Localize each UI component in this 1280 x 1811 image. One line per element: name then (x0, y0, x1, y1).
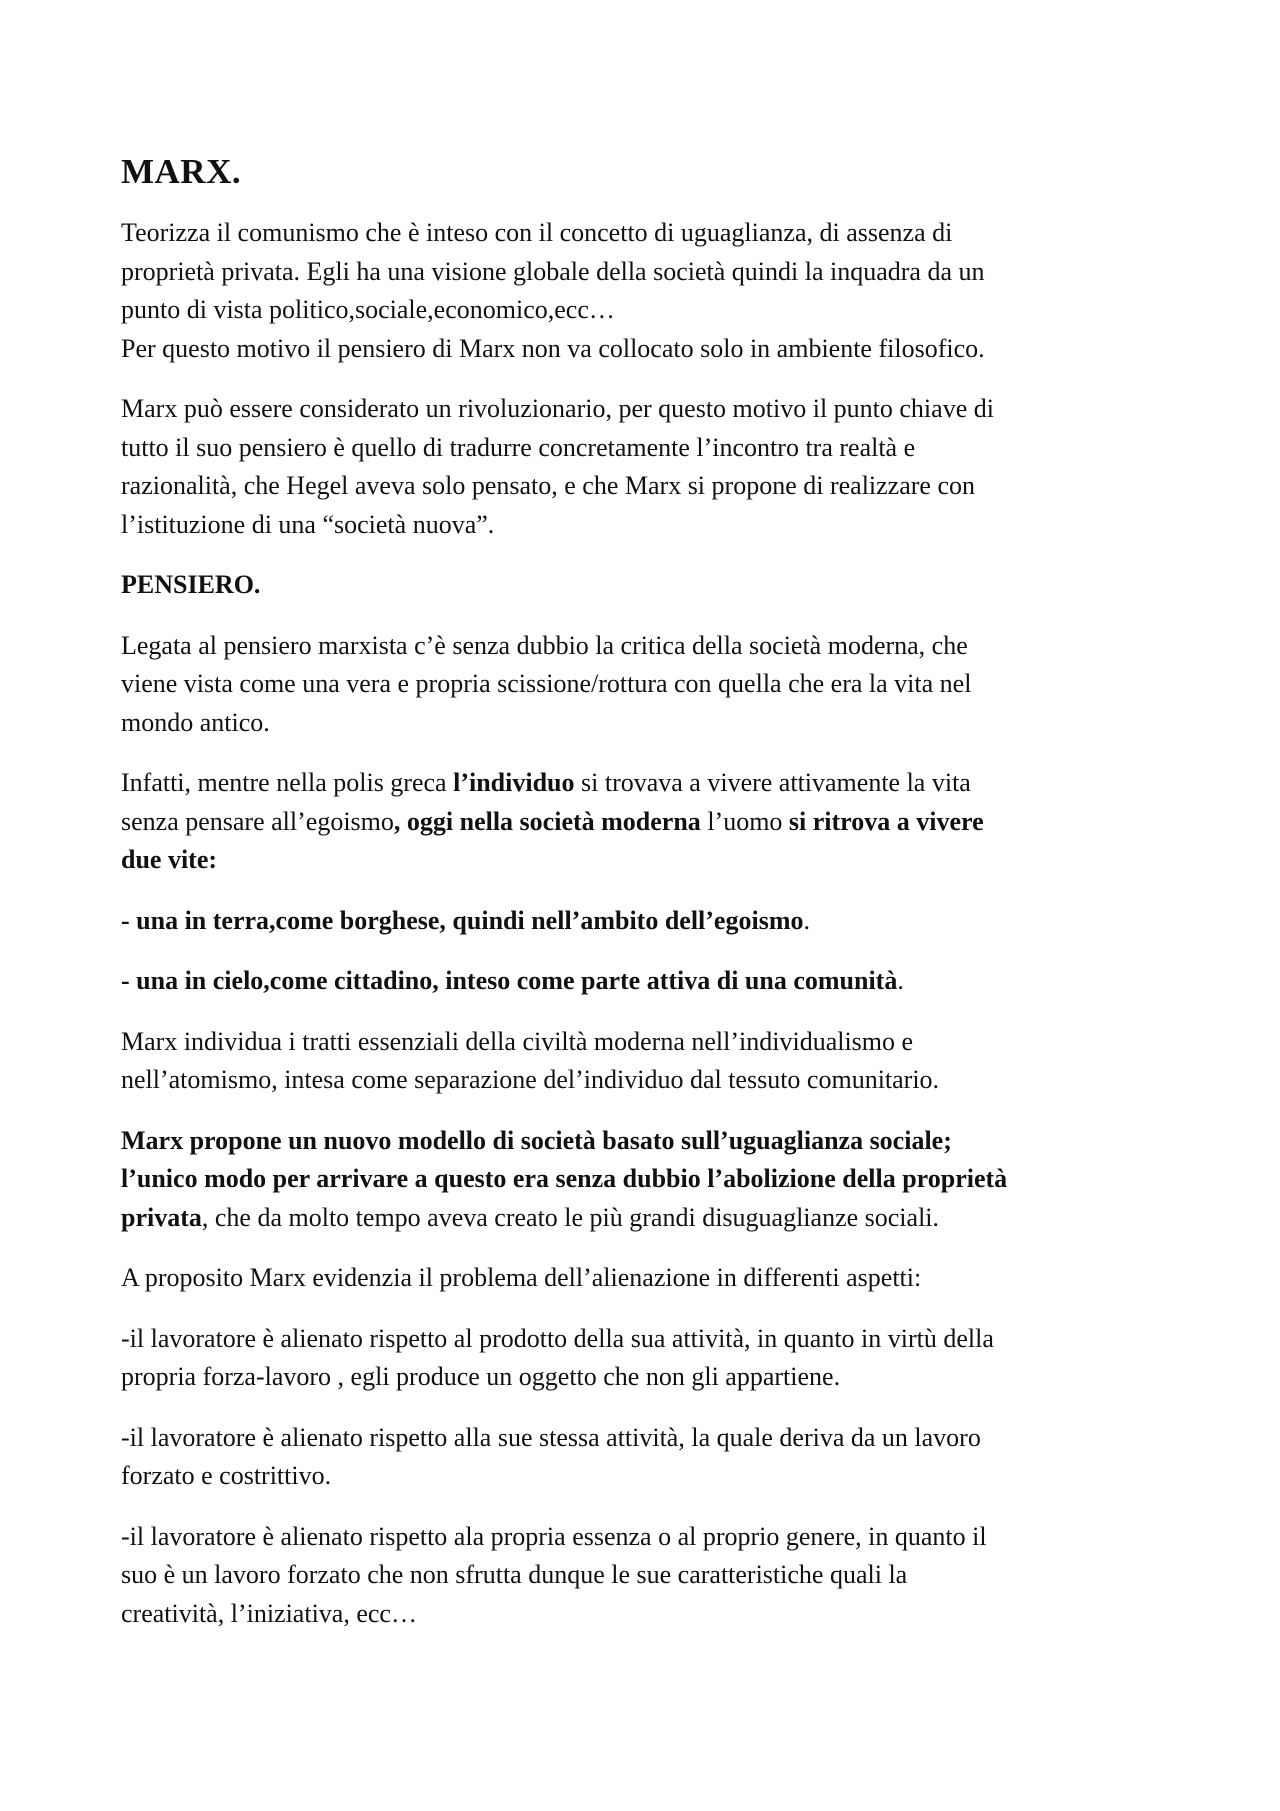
text-line: Marx può essere considerato un rivoluzionario, per questo motivo il punto chiave di (121, 394, 994, 423)
paragraph-alienation-product (121, 1320, 1161, 1397)
paragraph-new-model (121, 1122, 1161, 1238)
bold-run: Marx propone un nuovo modello di società basato sull’uguaglianza sociale; (121, 1125, 952, 1155)
text-run: si trovava a vivere attivamente la vita (574, 768, 971, 797)
text-run: . (897, 966, 904, 995)
text-line: Per questo motivo il pensiero di Marx non va collocato solo in ambiente filosofico. (121, 333, 985, 363)
section-heading: PENSIERO. (121, 570, 261, 599)
text-line: nell’atomismo, intesa come separazione del’individuo dal tessuto comunitario. (121, 1065, 940, 1094)
text-run: senza pensare all’egoismo (121, 806, 394, 836)
bold-run: - una in terra,come borghese, quindi nell’ambito dell’egoismo (121, 905, 804, 935)
text-line: Marx individua i tratti essenziali della civiltà moderna nell’individualismo e (121, 1026, 914, 1056)
text-line: forzato e costrittivo. (121, 1461, 332, 1490)
bold-run: , oggi nella società moderna (393, 806, 701, 836)
paragraph-individualism (121, 1023, 1161, 1100)
paragraph-intro (121, 214, 1161, 368)
text-line: proprietà privata. Egli ha una visione globale della società quindi la inquadra da un (121, 256, 985, 286)
text-run: , che da molto tempo aveva creato le più grandi disuguaglianze sociali. (201, 1202, 940, 1232)
paragraph-revolutionary (121, 390, 1161, 544)
text-line: -il lavoratore è alienato rispetto alla sue stessa attività, la quale deriva da un lavoro (121, 1422, 981, 1452)
bold-run: l’individuo (453, 768, 575, 797)
paragraph-polis (121, 764, 1161, 880)
paragraph-alienation-activity (121, 1419, 1161, 1496)
list-item-earth (121, 902, 1161, 941)
text-run: l’uomo (700, 806, 789, 836)
text-line: mondo antico. (121, 707, 270, 737)
paragraph-alienation-essence (121, 1518, 1161, 1634)
text-line: Legata al pensiero marxista c’è senza dubbio la critica della società moderna, che (121, 630, 968, 660)
text-run: Infatti, mentre nella polis greca (121, 768, 454, 797)
text-line: punto di vista politico,sociale,economico,ecc… (121, 295, 615, 324)
bold-run: si ritrova a vivere (788, 806, 984, 836)
document-title: MARX. (121, 152, 242, 191)
text-line: razionalità, che Hegel aveva solo pensato, e che Marx si propone di realizzare con (121, 471, 976, 500)
bold-run: l’unico modo per arrivare a questo era senza dubbio l’abolizione della proprietà (121, 1164, 1008, 1193)
bold-run: due vite: (121, 845, 218, 874)
document-page (121, 150, 1161, 1655)
text-line: A proposito Marx evidenzia il problema dell’alienazione in differenti aspetti: (121, 1263, 922, 1292)
text-line: Teorizza il comunismo che è inteso con il concetto di uguaglianza, di assenza di (121, 218, 953, 247)
paragraph-critique (121, 627, 1161, 743)
text-run: . (803, 905, 810, 935)
bold-run: - una in cielo,come cittadino, inteso come parte attiva di una comunità (121, 966, 898, 995)
text-line: tutto il suo pensiero è quello di tradurre concretamente l’incontro tra realtà e (121, 432, 916, 462)
text-line: viene vista come una vera e propria scissione/rottura con quella che era la vita nel (121, 669, 972, 698)
bold-run: privata (121, 1202, 202, 1232)
text-line: -il lavoratore è alienato rispetto ala propria essenza o al proprio genere, in quanto il (121, 1521, 987, 1551)
text-line: creatività, l’iniziativa, ecc… (121, 1598, 417, 1628)
text-line: propria forza-lavoro , egli produce un oggetto che non gli appartiene. (121, 1362, 841, 1391)
text-line: suo è un lavoro forzato che non sfrutta dunque le sue caratteristiche quali la (121, 1560, 908, 1589)
text-line: -il lavoratore è alienato rispetto al prodotto della sua attività, in quanto in virtù della (121, 1323, 994, 1353)
text-line: l’istituzione di una “società nuova”. (121, 509, 495, 539)
paragraph-alienation-intro (121, 1259, 1161, 1298)
list-item-heaven (121, 962, 1161, 1001)
